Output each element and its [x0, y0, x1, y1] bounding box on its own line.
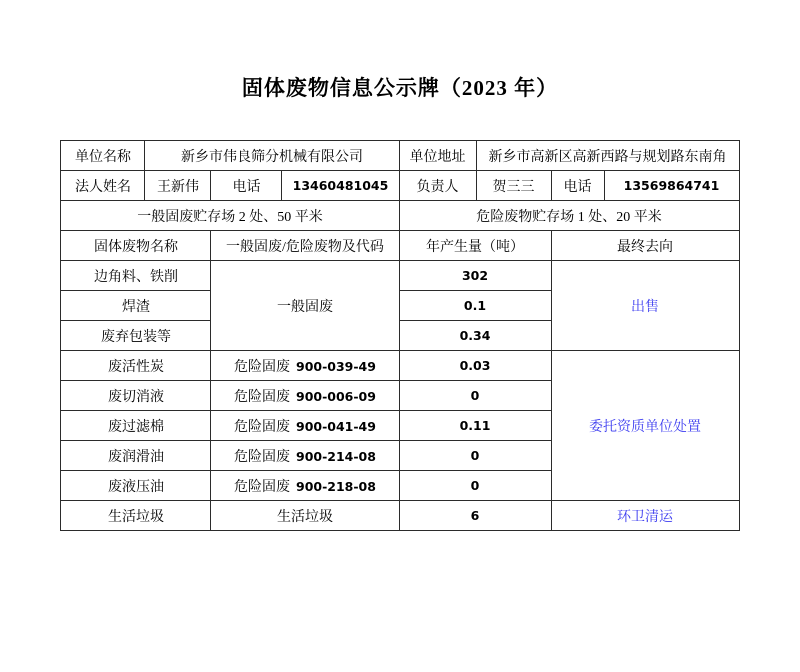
table-header-row	[61, 231, 739, 261]
table-row-storage	[61, 201, 739, 231]
waste-name: 废切消液	[61, 381, 211, 411]
document-page	[0, 72, 800, 672]
waste-name: 废活性炭	[61, 351, 211, 381]
page-title: 固体废物信息公示牌（2023 年）	[241, 76, 559, 100]
unit-name-label: 单位名称	[61, 141, 145, 171]
waste-type: 危险固废	[234, 419, 290, 435]
waste-type: 生活垃圾	[211, 501, 399, 531]
table-row-general-waste	[61, 261, 739, 291]
table-row-hazard-waste	[61, 351, 739, 381]
waste-type: 危险固废	[234, 449, 290, 465]
waste-destination: 委托资质单位处置	[551, 351, 739, 501]
waste-name: 边角料、铁削	[61, 261, 211, 291]
waste-amount: 0	[399, 381, 551, 411]
waste-type-code	[211, 351, 399, 381]
waste-name: 废液压油	[61, 471, 211, 501]
waste-type-code	[211, 441, 399, 471]
waste-code: 900-041-49	[296, 418, 376, 434]
table-row-unit	[61, 141, 739, 171]
waste-destination: 环卫清运	[551, 501, 739, 531]
waste-name: 废弃包装等	[61, 321, 211, 351]
waste-amount: 0.1	[399, 291, 551, 321]
hazard-storage-value: 危险废物贮存场 1 处、20 平米	[399, 201, 739, 231]
col-header-amount: 年产生量（吨）	[399, 231, 551, 261]
waste-amount: 0.03	[399, 351, 551, 381]
manager-value: 贺三三	[476, 171, 551, 201]
waste-code: 900-039-49	[296, 358, 376, 374]
waste-amount: 0.11	[399, 411, 551, 441]
solid-waste-info-table	[60, 140, 739, 531]
waste-amount: 0	[399, 441, 551, 471]
waste-type: 危险固废	[234, 479, 290, 495]
table-row-contacts	[61, 171, 739, 201]
waste-amount: 6	[399, 501, 551, 531]
table-row-domestic-waste	[61, 501, 739, 531]
unit-name-value: 新乡市伟良筛分机械有限公司	[145, 141, 399, 171]
waste-name: 废过滤棉	[61, 411, 211, 441]
waste-name: 废润滑油	[61, 441, 211, 471]
waste-name: 焊渣	[61, 291, 211, 321]
general-storage-value: 一般固废贮存场 2 处、50 平米	[61, 201, 399, 231]
col-header-destination: 最终去向	[551, 231, 739, 261]
col-header-type-code: 一般固废/危险废物及代码	[211, 231, 399, 261]
phone1-value: 13460481045	[282, 171, 399, 201]
col-header-name: 固体废物名称	[61, 231, 211, 261]
waste-amount: 0.34	[399, 321, 551, 351]
waste-code: 900-218-08	[296, 478, 376, 494]
waste-type: 一般固废	[211, 261, 399, 351]
legal-name-value: 王新伟	[145, 171, 211, 201]
phone1-label: 电话	[211, 171, 282, 201]
waste-type-code	[211, 411, 399, 441]
legal-name-label: 法人姓名	[61, 171, 145, 201]
phone2-label: 电话	[551, 171, 604, 201]
waste-type: 危险固废	[234, 359, 290, 375]
phone2-value: 13569864741	[604, 171, 739, 201]
waste-type: 危险固废	[234, 389, 290, 405]
waste-amount: 0	[399, 471, 551, 501]
waste-code: 900-006-09	[296, 388, 376, 404]
waste-name: 生活垃圾	[61, 501, 211, 531]
waste-type-code	[211, 381, 399, 411]
waste-type-code	[211, 471, 399, 501]
unit-addr-value: 新乡市高新区高新西路与规划路东南角	[476, 141, 739, 171]
unit-addr-label: 单位地址	[399, 141, 476, 171]
waste-amount: 302	[399, 261, 551, 291]
waste-destination: 出售	[551, 261, 739, 351]
manager-label: 负责人	[399, 171, 476, 201]
waste-code: 900-214-08	[296, 448, 376, 464]
